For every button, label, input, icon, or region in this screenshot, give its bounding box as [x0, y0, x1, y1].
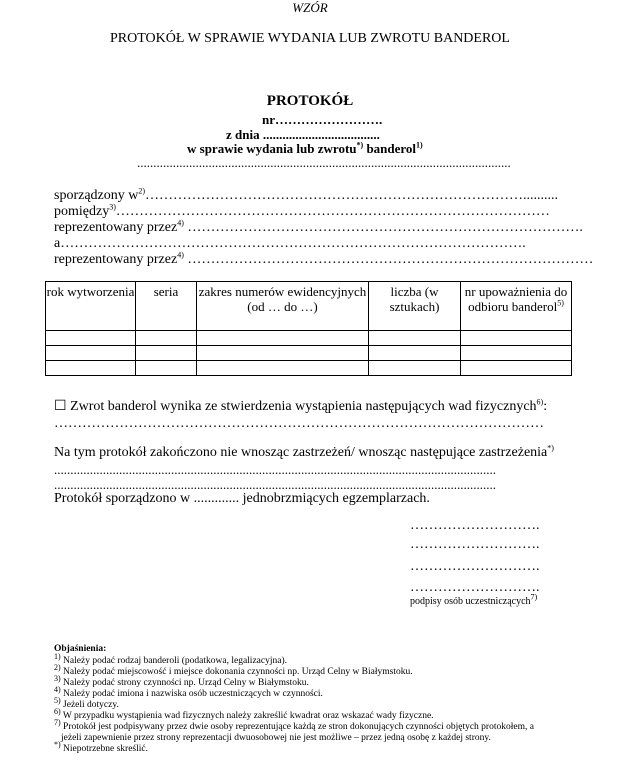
- signature-line: ……………………….: [410, 559, 540, 574]
- table-header-row: [46, 282, 572, 331]
- party-dots: ………………………………………………………………………..........: [145, 188, 559, 203]
- column-header-series: seria: [136, 282, 197, 331]
- subject-footnote-mark: *): [356, 140, 364, 150]
- footnote-item: $^{1)}$ Należy podać rodzaj banderoli (podatkowa, legalizacyjna).: [54, 651, 287, 666]
- footnote-item: $^{5)}$ Jeżeli dotyczy.: [54, 695, 119, 710]
- footnote-item: $^{2)}$ Należy podać miejscowość i miejsce dokonania czynności np. Urząd Celny w Białymstoku.: [54, 662, 413, 677]
- party-label: reprezentowany przez: [54, 220, 178, 235]
- table-cell[interactable]: [197, 346, 369, 361]
- party-label: reprezentowany przez: [54, 252, 178, 267]
- table-cell[interactable]: [369, 331, 461, 346]
- column-header-number-range: zakres numerów ewidencyjnych (od … do …): [197, 282, 369, 331]
- party-line-representative-2: [54, 252, 593, 268]
- copies-statement: Protokół sporządzono w ............. jednobrzmiących egzemplarzach.: [54, 491, 430, 506]
- wzor-label: WZÓR: [292, 0, 328, 15]
- party-footnote-mark: 4): [177, 250, 184, 260]
- party-dots: ………………………………………………………………………….: [183, 220, 583, 235]
- defects-checkbox[interactable]: ☐: [54, 399, 67, 414]
- party-dots: ……………………………………………………………………………: [183, 252, 594, 267]
- defects-text: Zwrot banderol wynika ze stwierdzenia wystąpienia następujących wad fizycznych: [66, 399, 537, 414]
- table-row: [46, 346, 572, 361]
- table-cell[interactable]: [197, 361, 369, 376]
- subject-dotted-line: ...................................................................................................................: [137, 155, 511, 170]
- protocol-date: z dnia ....................................: [226, 127, 380, 142]
- signature-line: ……………………….: [410, 518, 540, 533]
- subject-text-end: banderol: [363, 141, 417, 156]
- table-cell[interactable]: [369, 361, 461, 376]
- table-cell[interactable]: [46, 331, 136, 346]
- party-dots: …………………………………………………………………………………: [115, 204, 550, 219]
- closing-dotted-line-1: ........................................................................................................................................: [54, 462, 496, 477]
- closing-footnote-mark: *): [547, 443, 554, 453]
- defects-footnote-mark: 6): [536, 397, 544, 407]
- defects-line: [54, 398, 547, 415]
- notes-heading: Objaśnienia:: [54, 644, 107, 654]
- document-main-title: PROTOKÓŁ W SPRAWIE WYDANIA LUB ZWROTU BANDEROL: [110, 31, 510, 46]
- table-cell[interactable]: [46, 361, 136, 376]
- party-line-and: [54, 236, 526, 252]
- footnote-item: *) Niepotrzebne skreślić.: [54, 739, 148, 754]
- closing-dotted-line-2: ........................................................................................................................................: [54, 477, 496, 492]
- protocol-title: PROTOKÓŁ: [266, 93, 354, 109]
- party-label: sporządzony w: [54, 188, 139, 203]
- column-header-authorization-number: nr upoważnienia do odbioru banderol$^{5)}$: [461, 282, 572, 331]
- defects-colon: :: [543, 399, 548, 414]
- table-cell[interactable]: [461, 361, 572, 376]
- party-footnote-mark: 4): [177, 218, 184, 228]
- table-cell[interactable]: [136, 361, 197, 376]
- footnote-item: $^{6)}$ W przypadku wystąpienia wad fizycznych należy zakreślić kwadrat oraz wskazać wady fizyczne.: [54, 706, 434, 721]
- signature-line: ……………………….: [410, 580, 540, 595]
- column-header-quantity: liczba (w sztukach): [369, 282, 461, 331]
- defects-dotted-line: ……………………………………………………………………………………………: [54, 416, 544, 431]
- table-row: [46, 361, 572, 376]
- subject-text: w sprawie wydania lub zwrotu: [187, 141, 357, 156]
- footnote-item-continuation: jeżeli zapewnienie przez strony reprezentacji dwuosobowej nie jest możliwe – przez jedną osobę z każdej strony.: [61, 733, 491, 743]
- footnote-item: $^{3)}$ Należy podać strony czynności np. Urząd Celny w Białymstoku.: [54, 673, 309, 688]
- table-cell[interactable]: [461, 331, 572, 346]
- subject-end-footnote-mark: 1): [416, 140, 423, 150]
- table-row: [46, 331, 572, 346]
- signature-caption: podpisy osób uczestniczących$^{7)}$: [410, 592, 538, 607]
- table-cell[interactable]: [136, 331, 197, 346]
- closing-statement: [54, 445, 554, 461]
- party-line-between: [54, 204, 550, 220]
- closing-text: Na tym protokół zakończono nie wnosząc zastrzeżeń/ wnosząc następujące zastrzeżenia: [54, 445, 548, 460]
- column-header-year: rok wytworzenia: [46, 282, 136, 331]
- footnote-item: $^{4)}$ Należy podać imiona i nazwiska osób uczestniczących w czynności.: [54, 684, 323, 699]
- footnote-item: $^{7)}$ Protokół jest podpisywany przez dwie osoby reprezentujące każdą ze stron dokonujących czynności objętych protokołem, a: [54, 717, 534, 732]
- party-line-representative-1: [54, 220, 583, 236]
- party-line-place: [54, 188, 558, 204]
- table-cell[interactable]: [46, 346, 136, 361]
- signature-line: ……………………….: [410, 537, 540, 552]
- party-label: pomiędzy: [54, 204, 110, 219]
- party-footnote-mark: 2): [138, 186, 146, 196]
- table-cell[interactable]: [136, 346, 197, 361]
- protocol-number: nr…………………….: [262, 112, 383, 127]
- party-footnote-mark: 3): [109, 202, 116, 212]
- party-label: a: [54, 236, 61, 251]
- table-cell[interactable]: [369, 346, 461, 361]
- banderol-table: [45, 281, 572, 376]
- table-cell[interactable]: [197, 331, 369, 346]
- table-cell[interactable]: [461, 346, 572, 361]
- party-dots: ……………………………………………………………………………………….: [60, 236, 526, 251]
